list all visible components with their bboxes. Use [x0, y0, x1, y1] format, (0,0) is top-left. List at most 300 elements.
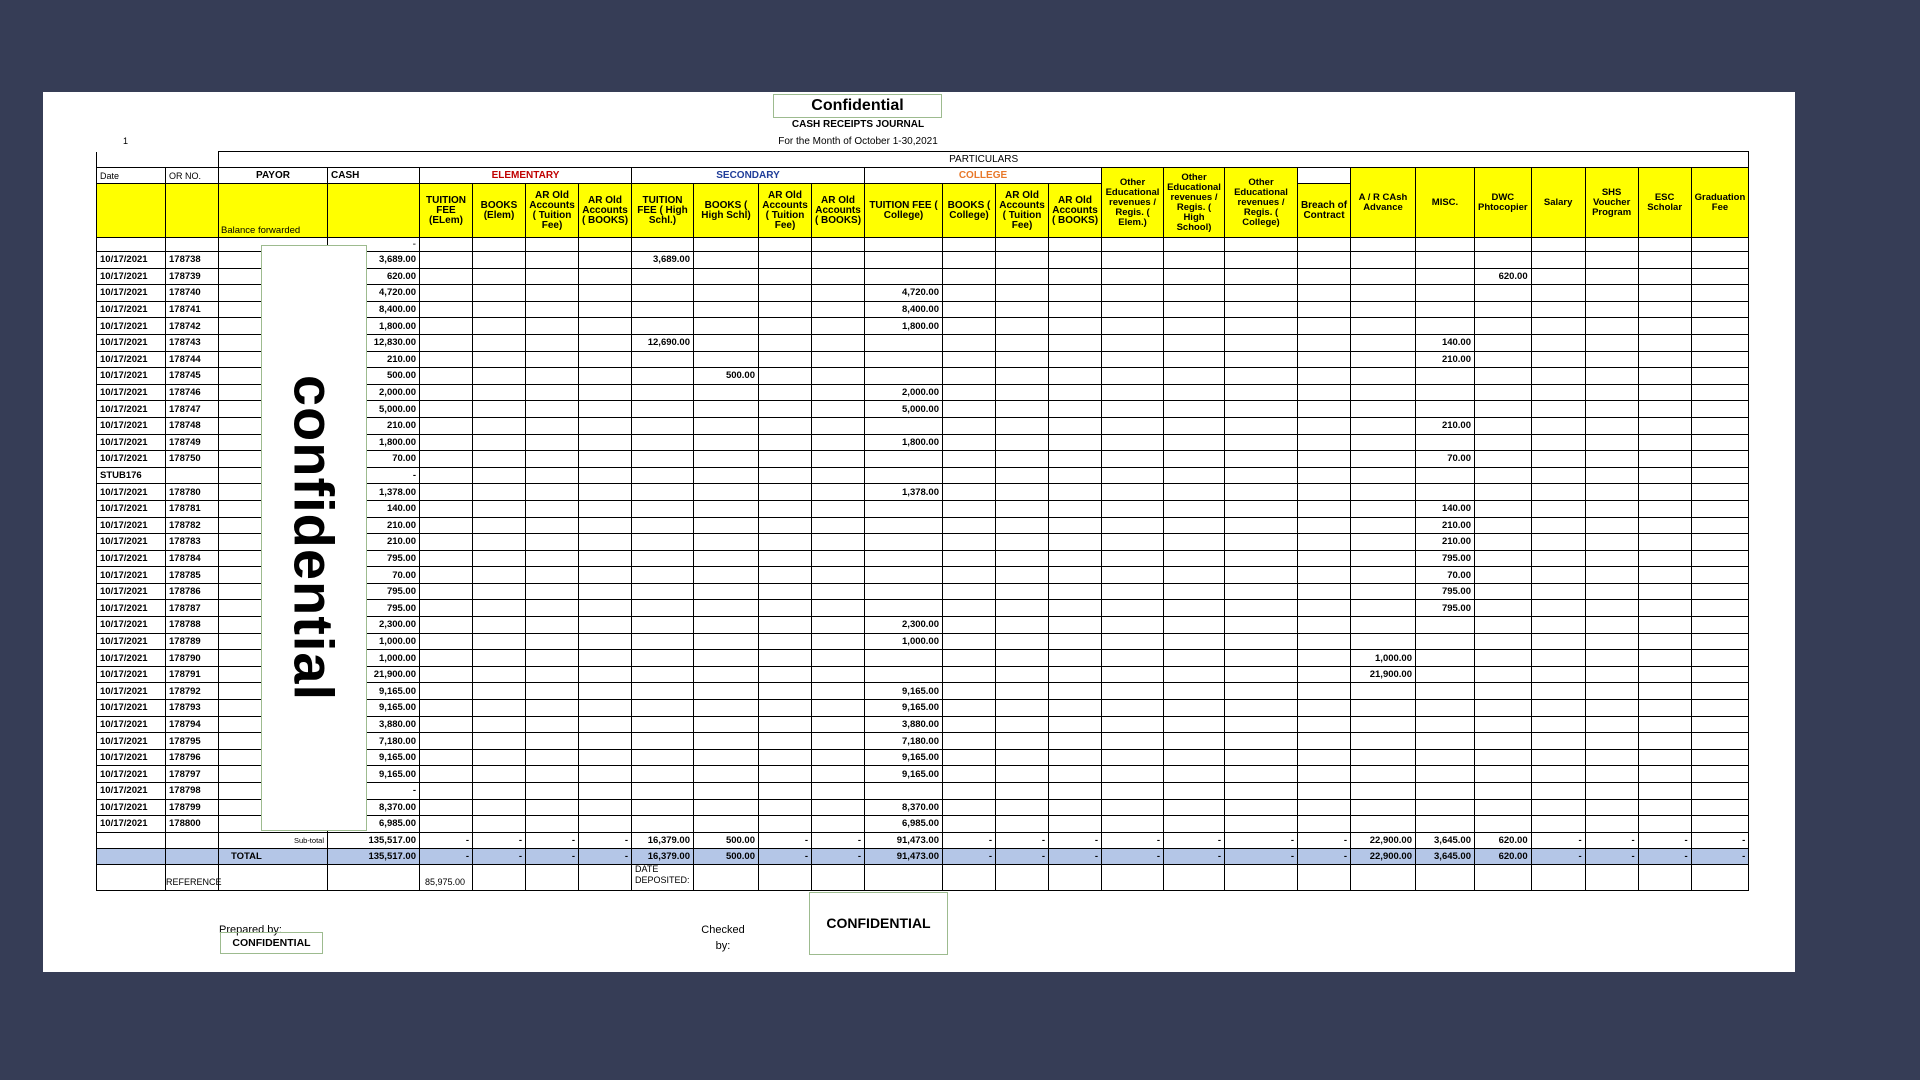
row-cash: 620.00	[328, 268, 420, 285]
row-ar-cash	[1351, 733, 1416, 750]
row-books-hs	[694, 583, 759, 600]
row-dwc	[1475, 733, 1532, 750]
row-date: 10/17/2021	[97, 550, 166, 567]
date-deposited-label: DATE DEPOSITED:	[635, 864, 690, 885]
row-tf-hs	[632, 583, 694, 600]
row-dwc	[1475, 451, 1532, 468]
col-header: Graduation Fee	[1691, 168, 1749, 238]
row-dwc	[1475, 467, 1532, 484]
col-header: A / R CAsh Advance	[1351, 168, 1416, 238]
row-or-number: 178745	[166, 368, 219, 385]
row-tf-col: 9,165.00	[865, 683, 943, 700]
row-tf-hs	[632, 650, 694, 667]
row-tf-col: 1,000.00	[865, 633, 943, 650]
row-tf-hs	[632, 716, 694, 733]
col-header: TUITION FEE ( High Schl.)	[632, 184, 694, 238]
row-dwc	[1475, 534, 1532, 551]
row-tf-hs	[632, 401, 694, 418]
col-header: TUITION FEE ( College)	[865, 184, 943, 238]
row-ar-cash	[1351, 285, 1416, 302]
row-tf-hs: 3,689.00	[632, 252, 694, 269]
row-tf-col: 8,370.00	[865, 799, 943, 816]
row-or-number: 178793	[166, 700, 219, 717]
row-ar-cash	[1351, 351, 1416, 368]
row-tf-col: 5,000.00	[865, 401, 943, 418]
row-books-hs	[694, 384, 759, 401]
subtotal-label: Sub-total	[219, 832, 328, 848]
row-misc	[1416, 384, 1475, 401]
row-ar-cash	[1351, 617, 1416, 634]
row-cash: 9,165.00	[328, 749, 420, 766]
subtotal-value: -	[1225, 832, 1298, 848]
subtotal-value: -	[1102, 832, 1164, 848]
row-tf-hs	[632, 467, 694, 484]
row-ar-cash	[1351, 401, 1416, 418]
row-tf-col	[865, 268, 943, 285]
row-date: 10/17/2021	[97, 268, 166, 285]
row-date: 10/17/2021	[97, 401, 166, 418]
row-tf-hs	[632, 318, 694, 335]
row-date: 10/17/2021	[97, 617, 166, 634]
subtotal-row	[97, 832, 1749, 848]
elementary-header: ELEMENTARY	[420, 168, 632, 184]
subtotal-value: 22,900.00	[1351, 832, 1416, 848]
col-header: DWC Phtocopier	[1475, 168, 1532, 238]
row-books-hs	[694, 534, 759, 551]
reference-amount: 85,975.00	[425, 877, 466, 887]
row-books-hs	[694, 633, 759, 650]
total-value: -	[579, 848, 632, 864]
row-tf-hs	[632, 285, 694, 302]
row-ar-cash	[1351, 484, 1416, 501]
row-cash: -	[328, 783, 420, 800]
row-date: 10/17/2021	[97, 567, 166, 584]
checked-by-label: Checked by:	[701, 924, 745, 952]
row-date: 10/17/2021	[97, 417, 166, 434]
row-misc: 210.00	[1416, 351, 1475, 368]
row-ar-cash	[1351, 417, 1416, 434]
row-tf-col: 1,378.00	[865, 484, 943, 501]
row-tf-hs	[632, 617, 694, 634]
row-date: 10/17/2021	[97, 700, 166, 717]
row-ar-cash	[1351, 783, 1416, 800]
total-label: TOTAL	[219, 848, 328, 864]
row-date: 10/17/2021	[97, 368, 166, 385]
row-dwc	[1475, 334, 1532, 351]
row-dwc	[1475, 716, 1532, 733]
row-books-hs	[694, 318, 759, 335]
row-date: 10/17/2021	[97, 500, 166, 517]
row-or-number	[166, 467, 219, 484]
col-header: BOOKS ( College)	[943, 184, 996, 238]
total-value: -	[759, 848, 812, 864]
row-date: 10/17/2021	[97, 583, 166, 600]
row-date: 10/17/2021	[97, 534, 166, 551]
row-dwc	[1475, 683, 1532, 700]
row-books-hs	[694, 301, 759, 318]
col-header: Other Educational revenues / Regis. ( Elem.)	[1102, 168, 1164, 238]
row-date: 10/17/2021	[97, 716, 166, 733]
row-books-hs	[694, 733, 759, 750]
row-misc: 140.00	[1416, 334, 1475, 351]
row-or-number: 178800	[166, 816, 219, 833]
row-books-hs	[694, 434, 759, 451]
col-header: AR Old Accounts ( Tuition Fee)	[759, 184, 812, 238]
row-cash: 2,300.00	[328, 617, 420, 634]
col-header: AR Old Accounts ( BOOKS)	[812, 184, 865, 238]
row-date: 10/17/2021	[97, 600, 166, 617]
row-cash: 6,985.00	[328, 816, 420, 833]
row-ar-cash: 21,900.00	[1351, 666, 1416, 683]
row-ar-cash	[1351, 600, 1416, 617]
col-header: Other Educational revenues / Regis. ( High School)	[1164, 168, 1225, 238]
row-books-hs	[694, 700, 759, 717]
row-cash: 21,900.00	[328, 666, 420, 683]
subtotal-value: 16,379.00	[632, 832, 694, 848]
row-books-hs	[694, 600, 759, 617]
row-or-number: 178783	[166, 534, 219, 551]
row-cash: 12,830.00	[328, 334, 420, 351]
col-header: ESC Scholar	[1638, 168, 1691, 238]
row-cash: 1,378.00	[328, 484, 420, 501]
confidential-title: Confidential	[773, 94, 942, 118]
col-header: TUITION FEE (ELem)	[420, 184, 473, 238]
row-date: 10/17/2021	[97, 633, 166, 650]
row-misc	[1416, 799, 1475, 816]
row-tf-hs	[632, 550, 694, 567]
row-tf-col: 6,985.00	[865, 816, 943, 833]
total-value: 16,379.00	[632, 848, 694, 864]
total-value: 91,473.00	[865, 848, 943, 864]
row-cash: 1,800.00	[328, 434, 420, 451]
row-tf-col: 2,300.00	[865, 617, 943, 634]
row-or-number: 178796	[166, 749, 219, 766]
row-tf-hs	[632, 683, 694, 700]
row-date: 10/17/2021	[97, 285, 166, 302]
row-ar-cash	[1351, 467, 1416, 484]
total-value: -	[996, 848, 1049, 864]
total-value: -	[1102, 848, 1164, 864]
row-tf-col	[865, 650, 943, 667]
row-books-hs	[694, 467, 759, 484]
row-cash: 1,000.00	[328, 650, 420, 667]
row-tf-col	[865, 550, 943, 567]
row-tf-col: 9,165.00	[865, 766, 943, 783]
row-date: 10/17/2021	[97, 666, 166, 683]
row-books-hs	[694, 799, 759, 816]
row-books-hs	[694, 451, 759, 468]
subtotal-value: -	[579, 832, 632, 848]
row-or-number: 178781	[166, 500, 219, 517]
col-header: AR Old Accounts ( BOOKS)	[579, 184, 632, 238]
row-ar-cash	[1351, 301, 1416, 318]
row-cash: 8,400.00	[328, 301, 420, 318]
row-or-number: 178785	[166, 567, 219, 584]
row-cash: 210.00	[328, 351, 420, 368]
row-books-hs	[694, 401, 759, 418]
row-cash: 7,180.00	[328, 733, 420, 750]
row-dwc	[1475, 633, 1532, 650]
row-cash: 8,370.00	[328, 799, 420, 816]
total-value: -	[1049, 848, 1102, 864]
row-misc	[1416, 268, 1475, 285]
row-date: 10/17/2021	[97, 451, 166, 468]
row-ar-cash	[1351, 334, 1416, 351]
row-cash: 140.00	[328, 500, 420, 517]
row-dwc	[1475, 700, 1532, 717]
row-cash: -	[328, 467, 420, 484]
total-value: -	[812, 848, 865, 864]
col-header: AR Old Accounts ( BOOKS)	[1049, 184, 1102, 238]
row-misc	[1416, 783, 1475, 800]
row-cash: 210.00	[328, 534, 420, 551]
subtotal-value: -	[1691, 832, 1749, 848]
row-misc	[1416, 716, 1475, 733]
row-date: 10/17/2021	[97, 484, 166, 501]
cash-header: CASH	[328, 168, 420, 184]
row-ar-cash	[1351, 451, 1416, 468]
row-date: 10/17/2021	[97, 683, 166, 700]
row-tf-hs	[632, 633, 694, 650]
row-books-hs	[694, 666, 759, 683]
row-tf-hs	[632, 766, 694, 783]
row-misc	[1416, 666, 1475, 683]
row-tf-hs: 12,690.00	[632, 334, 694, 351]
row-cash: 5,000.00	[328, 401, 420, 418]
total-cash: 135,517.00	[328, 848, 420, 864]
row-dwc	[1475, 583, 1532, 600]
row-dwc	[1475, 517, 1532, 534]
row-ar-cash	[1351, 550, 1416, 567]
row-tf-col	[865, 368, 943, 385]
row-ar-cash	[1351, 799, 1416, 816]
row-ar-cash	[1351, 517, 1416, 534]
col-header: AR Old Accounts ( Tuition Fee)	[526, 184, 579, 238]
row-tf-col	[865, 500, 943, 517]
row-books-hs	[694, 417, 759, 434]
row-dwc	[1475, 749, 1532, 766]
row-dwc	[1475, 368, 1532, 385]
row-cash: 210.00	[328, 417, 420, 434]
secondary-header: SECONDARY	[632, 168, 865, 184]
row-misc: 210.00	[1416, 417, 1475, 434]
subtotal-value: 3,645.00	[1416, 832, 1475, 848]
row-dwc	[1475, 484, 1532, 501]
row-date: 10/17/2021	[97, 301, 166, 318]
row-or-number: 178742	[166, 318, 219, 335]
row-or-number: 178784	[166, 550, 219, 567]
row-ar-cash	[1351, 368, 1416, 385]
row-tf-col: 7,180.00	[865, 733, 943, 750]
row-books-hs	[694, 285, 759, 302]
total-value: -	[1225, 848, 1298, 864]
total-value: -	[526, 848, 579, 864]
row-misc	[1416, 749, 1475, 766]
row-tf-col	[865, 351, 943, 368]
row-ar-cash	[1351, 583, 1416, 600]
row-books-hs	[694, 268, 759, 285]
row-misc	[1416, 683, 1475, 700]
subtotal-value: -	[1585, 832, 1638, 848]
row-misc	[1416, 318, 1475, 335]
total-value: -	[1298, 848, 1351, 864]
total-value: 620.00	[1475, 848, 1532, 864]
row-books-hs	[694, 783, 759, 800]
col-header: BOOKS ( High Schl)	[694, 184, 759, 238]
row-date: 10/17/2021	[97, 252, 166, 269]
subtotal-value: -	[812, 832, 865, 848]
row-or-number: 178798	[166, 783, 219, 800]
row-books-hs	[694, 550, 759, 567]
total-value: 3,645.00	[1416, 848, 1475, 864]
row-tf-col: 1,800.00	[865, 434, 943, 451]
row-misc	[1416, 484, 1475, 501]
row-or-number: 178797	[166, 766, 219, 783]
row-cash: 4,720.00	[328, 285, 420, 302]
row-cash: 2,000.00	[328, 384, 420, 401]
row-cash: 9,165.00	[328, 700, 420, 717]
row-dwc	[1475, 318, 1532, 335]
row-cash: 70.00	[328, 567, 420, 584]
total-value: -	[1691, 848, 1749, 864]
total-value: 22,900.00	[1351, 848, 1416, 864]
row-tf-col	[865, 451, 943, 468]
row-or-number: 178789	[166, 633, 219, 650]
or-header: OR NO.	[166, 168, 219, 184]
row-date: 10/17/2021	[97, 434, 166, 451]
row-or-number: 178738	[166, 252, 219, 269]
row-tf-col: 1,800.00	[865, 318, 943, 335]
row-tf-col	[865, 417, 943, 434]
row-cash: 70.00	[328, 451, 420, 468]
row-or-number: 178748	[166, 417, 219, 434]
row-ar-cash	[1351, 500, 1416, 517]
row-date: 10/17/2021	[97, 334, 166, 351]
row-misc	[1416, 766, 1475, 783]
row-tf-col: 4,720.00	[865, 285, 943, 302]
row-dwc	[1475, 617, 1532, 634]
row-tf-col	[865, 534, 943, 551]
spreadsheet-page	[43, 92, 1795, 972]
row-cash: 795.00	[328, 583, 420, 600]
subtotal-value: -	[1638, 832, 1691, 848]
payor-header: PAYOR	[219, 168, 328, 184]
row-or-number: 178780	[166, 484, 219, 501]
row-misc: 210.00	[1416, 534, 1475, 551]
row-misc: 795.00	[1416, 550, 1475, 567]
row-or-number: 178746	[166, 384, 219, 401]
total-value: -	[420, 848, 473, 864]
subtotal-value: 500.00	[694, 832, 759, 848]
date-header: Date	[97, 168, 166, 184]
row-misc	[1416, 700, 1475, 717]
row-ar-cash	[1351, 318, 1416, 335]
row-dwc	[1475, 417, 1532, 434]
row-dwc: 620.00	[1475, 268, 1532, 285]
row-cash: 795.00	[328, 600, 420, 617]
prepared-by-name: CONFIDENTIAL	[220, 932, 323, 954]
row-tf-hs	[632, 484, 694, 501]
particulars-header: PARTICULARS	[219, 152, 1749, 168]
row-dwc	[1475, 799, 1532, 816]
row-misc: 70.00	[1416, 567, 1475, 584]
total-value: -	[1164, 848, 1225, 864]
row-date: 10/17/2021	[97, 783, 166, 800]
row-date: 10/17/2021	[97, 733, 166, 750]
row-dwc	[1475, 384, 1532, 401]
reference-label: REFERENCE	[166, 877, 222, 887]
row-or-number: 178749	[166, 434, 219, 451]
row-or-number: 178790	[166, 650, 219, 667]
row-or-number: 178792	[166, 683, 219, 700]
row-ar-cash: 1,000.00	[1351, 650, 1416, 667]
row-books-hs	[694, 252, 759, 269]
row-cash: 9,165.00	[328, 683, 420, 700]
row-cash: 1,000.00	[328, 633, 420, 650]
row-misc: 795.00	[1416, 583, 1475, 600]
row-or-number: 178794	[166, 716, 219, 733]
row-tf-col	[865, 467, 943, 484]
subtotal-value: -	[1531, 832, 1585, 848]
page-number: 1	[123, 136, 129, 146]
row-dwc	[1475, 434, 1532, 451]
row-ar-cash	[1351, 268, 1416, 285]
row-ar-cash	[1351, 683, 1416, 700]
row-dwc	[1475, 766, 1532, 783]
row-tf-hs	[632, 368, 694, 385]
row-date: STUB176	[97, 467, 166, 484]
row-date: 10/17/2021	[97, 351, 166, 368]
row-or-number: 178740	[166, 285, 219, 302]
row-cash: 3,689.00	[328, 252, 420, 269]
row-tf-hs	[632, 600, 694, 617]
row-tf-hs	[632, 500, 694, 517]
row-cash: 1,800.00	[328, 318, 420, 335]
row-cash: 795.00	[328, 550, 420, 567]
row-tf-col	[865, 783, 943, 800]
row-cash: 3,880.00	[328, 716, 420, 733]
row-or-number: 178788	[166, 617, 219, 634]
row-date: 10/17/2021	[97, 816, 166, 833]
row-cash: 500.00	[328, 368, 420, 385]
total-value: -	[943, 848, 996, 864]
row-misc	[1416, 252, 1475, 269]
row-misc	[1416, 467, 1475, 484]
col-header: Breach of Contract	[1298, 184, 1351, 238]
row-books-hs	[694, 766, 759, 783]
journal-title: CASH RECEIPTS JOURNAL	[791, 119, 925, 130]
row-dwc	[1475, 351, 1532, 368]
row-misc	[1416, 301, 1475, 318]
row-date: 10/17/2021	[97, 384, 166, 401]
row-misc	[1416, 733, 1475, 750]
confidential-watermark: confidential	[261, 245, 367, 831]
college-header: COLLEGE	[865, 168, 1102, 184]
row-books-hs	[694, 749, 759, 766]
row-tf-hs	[632, 749, 694, 766]
row-tf-hs	[632, 700, 694, 717]
row-tf-hs	[632, 451, 694, 468]
row-tf-hs	[632, 783, 694, 800]
row-or-number: 178747	[166, 401, 219, 418]
row-tf-hs	[632, 666, 694, 683]
row-tf-col: 9,165.00	[865, 700, 943, 717]
total-value: -	[473, 848, 526, 864]
row-or-number: 178739	[166, 268, 219, 285]
row-or-number: 178744	[166, 351, 219, 368]
row-date: 10/17/2021	[97, 749, 166, 766]
row-tf-hs	[632, 799, 694, 816]
